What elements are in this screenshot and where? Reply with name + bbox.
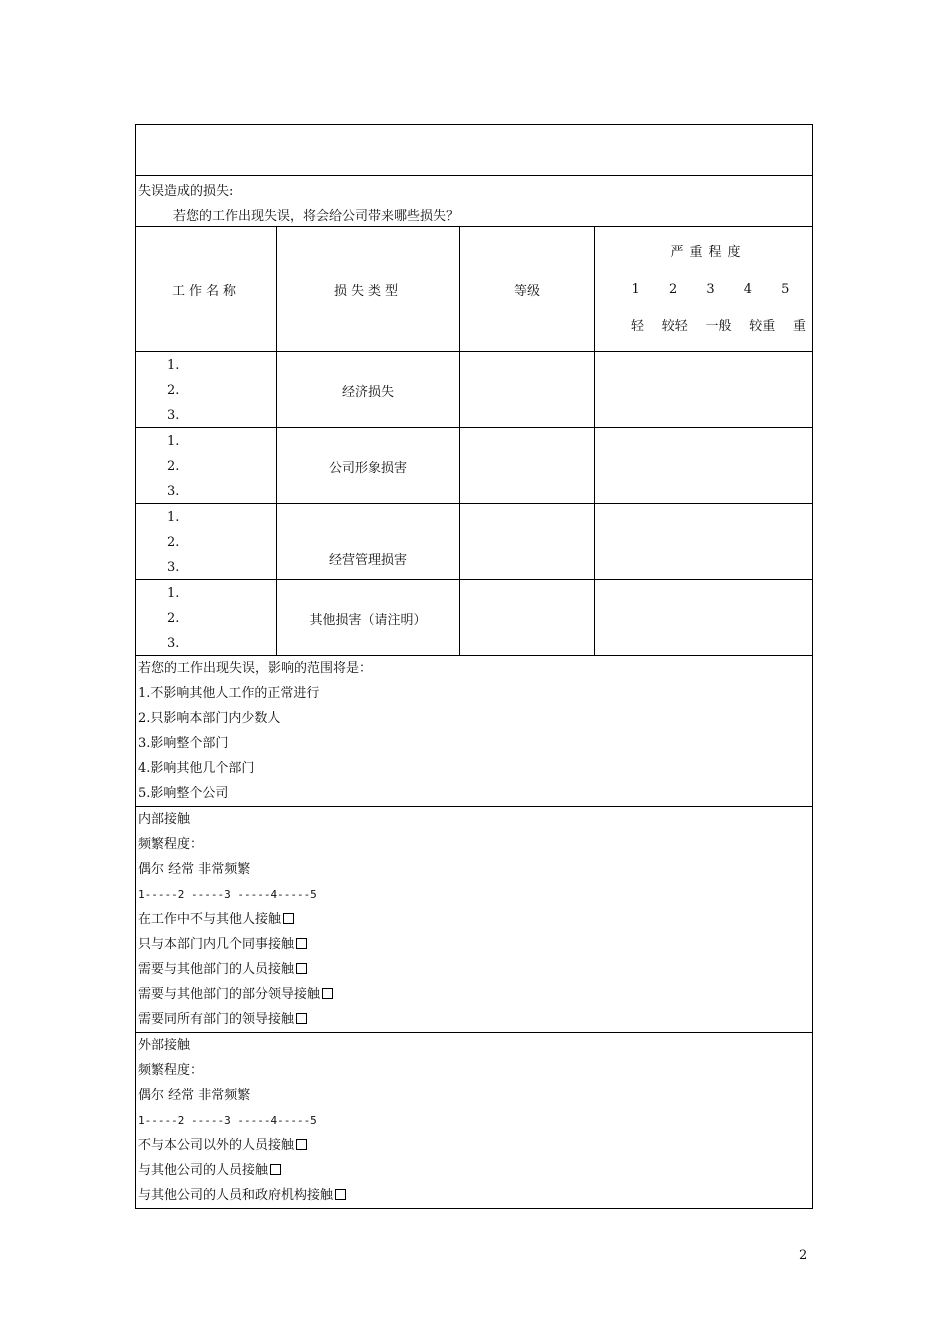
contact-option-label: 需要与其他部门的部分领导接触 [138,987,321,1002]
contact-option-label: 与其他公司的人员接触 [138,1163,269,1178]
loss-intro-row [136,176,812,227]
impact-option[interactable]: 5.影响整个公司 [138,786,229,801]
item-number: 2. [167,535,180,550]
frequency-scale-line: 1-----2 -----3 -----4-----5 [138,1114,317,1127]
impact-section [136,656,812,807]
frequency-scale-words: 偶尔 经常 非常频繁 [138,1088,251,1103]
checkbox[interactable] [296,1013,307,1024]
severity-level: 1 [631,281,640,297]
frequency-scale-line: 1-----2 -----3 -----4-----5 [138,888,317,901]
severity-levels [595,271,814,308]
impact-question: 若您的工作出现失误，影响的范围将是： [138,661,373,676]
severity-cell[interactable] [595,504,814,580]
header-work-name: 工作名称 [136,227,277,351]
impact-option[interactable]: 2.只影响本部门内少数人 [138,711,281,726]
contact-option-label: 与其他公司的人员和政府机构接触 [138,1188,334,1203]
severity-cell[interactable] [595,352,814,428]
contact-option[interactable] [138,982,808,1007]
frequency-scale-words: 偶尔 经常 非常频繁 [138,862,251,877]
table-row [136,504,812,580]
checkbox[interactable] [322,988,333,999]
loss-type-cell: 公司形象损害 [277,428,460,504]
empty-top-row [136,125,812,176]
work-name-cell[interactable] [136,580,277,656]
severity-level: 5 [781,281,790,297]
severity-cell[interactable] [595,428,814,504]
item-number: 1. [167,586,180,601]
severity-level: 2 [668,281,678,297]
header-grade: 等级 [460,227,595,351]
loss-type-cell: 其他损害（请注明） [277,580,460,656]
item-number: 2. [167,383,180,398]
item-number: 3. [167,636,180,651]
severity-level: 3 [706,281,715,297]
loss-table-header [136,227,812,352]
item-number: 1. [167,434,180,449]
contact-option[interactable] [138,1007,808,1032]
table-row [136,428,812,504]
frequency-label: 频繁程度： [138,1063,204,1078]
table-row [136,580,812,656]
checkbox[interactable] [283,913,294,924]
contact-option-label: 需要同所有部门的领导接触 [138,1012,295,1027]
contact-option-label: 只与本部门内几个同事接触 [138,937,295,952]
loss-type-cell: 经营管理损害 [277,504,460,580]
impact-option[interactable]: 3.影响整个部门 [138,736,229,751]
frequency-label: 频繁程度： [138,837,204,852]
contact-option[interactable] [138,1133,808,1158]
severity-label: 一般 [705,318,732,334]
contact-option[interactable] [138,932,808,957]
checkbox[interactable] [296,963,307,974]
external-contact-title: 外部接触 [138,1038,191,1053]
contact-option-label: 不与本公司以外的人员接触 [138,1138,295,1153]
loss-type-cell: 经济损失 [277,352,460,428]
loss-section-title: 失误造成的损失: [138,184,234,199]
item-number: 2. [167,459,180,474]
severity-cell[interactable] [595,580,814,656]
contact-option-label: 在工作中不与其他人接触 [138,912,282,927]
severity-level: 4 [743,281,752,297]
impact-option[interactable]: 1.不影响其他人工作的正常进行 [138,686,320,701]
grade-cell[interactable] [460,580,595,656]
checkbox[interactable] [270,1164,281,1175]
internal-contact-section [136,807,812,1033]
severity-label: 重 [792,318,806,334]
severity-title: 严重程度 [670,244,747,260]
severity-labels [595,308,814,345]
item-number: 1. [167,510,180,525]
internal-contact-title: 内部接触 [138,812,191,827]
header-loss-type: 损失类型 [277,227,460,351]
checkbox[interactable] [296,1139,307,1150]
header-severity [595,227,814,351]
checkbox[interactable] [335,1189,346,1200]
item-number: 3. [167,484,180,499]
contact-option-label: 需要与其他部门的人员接触 [138,962,295,977]
work-name-cell[interactable] [136,428,277,504]
job-analysis-form [135,124,813,1209]
table-row [136,352,812,428]
contact-option[interactable] [138,957,808,982]
severity-label: 较轻 [661,318,688,334]
contact-option[interactable] [138,907,808,932]
page-number: 2 [799,1248,808,1263]
item-number: 2. [167,611,180,626]
severity-label: 轻 [631,318,645,334]
contact-option[interactable] [138,1158,808,1183]
item-number: 3. [167,560,180,575]
impact-option[interactable]: 4.影响其他几个部门 [138,761,255,776]
contact-option[interactable] [138,1183,808,1208]
grade-cell[interactable] [460,504,595,580]
severity-label: 较重 [749,318,776,334]
external-contact-section [136,1033,812,1208]
work-name-cell[interactable] [136,504,277,580]
item-number: 3. [167,408,180,423]
item-number: 1. [167,358,180,373]
loss-section-question: 若您的工作出现失误，将会给公司带来哪些损失？ [173,209,460,224]
grade-cell[interactable] [460,352,595,428]
work-name-cell[interactable] [136,352,277,428]
checkbox[interactable] [296,938,307,949]
grade-cell[interactable] [460,428,595,504]
